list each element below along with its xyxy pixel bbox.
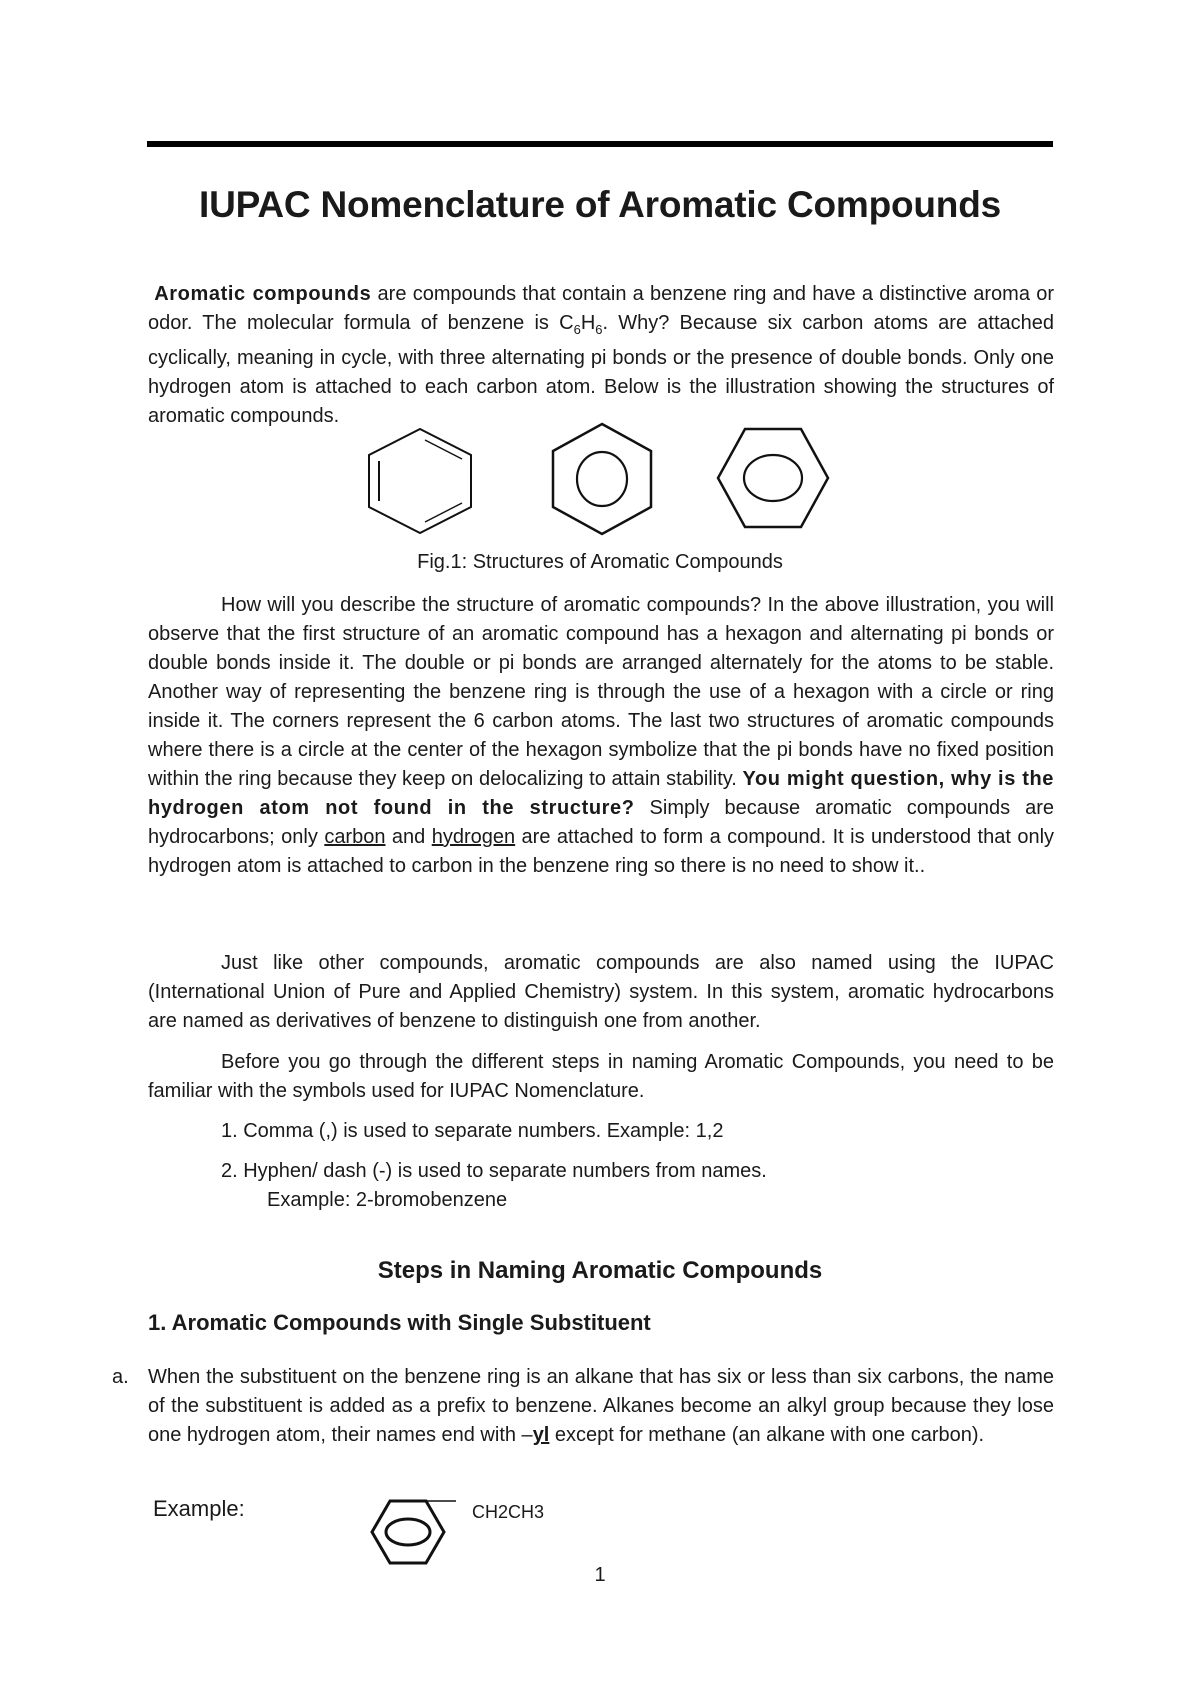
symbol-item-hyphen-example: Example: 2-bromobenzene [267, 1189, 508, 1211]
substituent-label: CH2CH3 [472, 1502, 545, 1522]
para2-text-1: How will you describe the structure of aromatic compounds? In the above illustration, you will observe that the first structure of an aromatic compound has a hexagon and alternating pi bonds or double bonds inside it. The double or pi bonds are arranged alternately for the atoms to be stable. Another way of representing the benzene ring is through the use of a hexagon with a circle or ring inside it. The corners represent the 6 carbon atoms. The last two structures of aromatic compounds where there is a circle at the center of the hexagon symbolize that the pi bonds have no fixed position within the ring because they keep on delocalizing to attain stability. [148, 594, 1054, 790]
item-a-text-1: When the substituent on the benzene ring is an alkane that has six or less than six carbons, the name of the substituent is added as a prefix to benzene. Alkanes become an alkyl group because they lose one hydrogen atom, their names end with – [148, 1366, 1054, 1446]
item-a-text-2: except for methane (an alkane with one carbon). [549, 1424, 985, 1446]
carbon-underlined: carbon [324, 826, 386, 848]
benzene-ring-alt-icon [715, 426, 831, 530]
symbol-item-hyphen: 2. Hyphen/ dash (-) is used to separate numbers from names. [221, 1160, 767, 1182]
ethylbenzene-icon [368, 1497, 458, 1567]
subsection-heading: 1. Aromatic Compounds with Single Substituent [148, 1310, 651, 1335]
figure-caption: Fig.1: Structures of Aromatic Compounds [417, 551, 783, 573]
symbols-intro-paragraph [148, 1048, 1054, 1106]
symbol-item-comma: 1. Comma (,) is used to separate numbers. Example: 1,2 [221, 1120, 724, 1142]
item-a-marker: a. [112, 1366, 129, 1388]
para2-text-2: Simply because aromatic compounds are hydrocarbons; only [148, 797, 1055, 848]
yl-suffix: yl [532, 1424, 550, 1446]
section-heading: Steps in Naming Aromatic Compounds [377, 1257, 823, 1284]
example-label: Example: [153, 1496, 245, 1521]
para2-text-4: are attached to form a compound. It is understood that only hydrogen atom is attached to carbon in the benzene ring so there is no need to show it.. [148, 826, 1055, 877]
benzene-ring-icon [549, 421, 655, 537]
para2-text-3: and [385, 826, 432, 848]
item-a-text [148, 1363, 1054, 1450]
intro-paragraph [148, 280, 1054, 431]
intro-sub-2: 6 [595, 322, 603, 337]
page-title: IUPAC Nomenclature of Aromatic Compounds [199, 184, 1001, 225]
iupac-paragraph [148, 949, 1054, 1036]
para2-bold-question: You might question, why is the hydrogen atom not found in the structure? [148, 768, 1055, 819]
intro-text-1: are compounds that contain a benzene ring and have a distinctive aroma or odor. The molecular formula of benzene is C [148, 283, 1054, 334]
para3-text: Just like other compounds, aromatic compounds are also named using the IUPAC (International Union of Pure and Applied Chemistry) system. In this system, aromatic hydrocarbons are named as derivatives of benzene to distinguish one from another. [148, 952, 1054, 1032]
structure-paragraph [148, 591, 1054, 881]
kekule-benzene-icon [365, 425, 475, 537]
hydrogen-underlined: hydrogen [431, 826, 516, 848]
intro-lead-bold: Aromatic compounds [154, 283, 372, 305]
top-rule [147, 141, 1053, 147]
intro-sub-1: 6 [573, 322, 581, 337]
intro-text-3: . Why? Because six carbon atoms are attached cyclically, meaning in cycle, with three alternating pi bonds or the presence of double bonds. Only one hydrogen atom is attached to each carbon atom. Below is the illustration showing the structures of aromatic compounds. [148, 312, 1054, 427]
para4-text: Before you go through the different steps in naming Aromatic Compounds, you need to be familiar with the symbols used for IUPAC Nomenclature. [148, 1051, 1054, 1102]
page-number: 1 [594, 1564, 606, 1586]
intro-text-2: H [580, 312, 596, 334]
